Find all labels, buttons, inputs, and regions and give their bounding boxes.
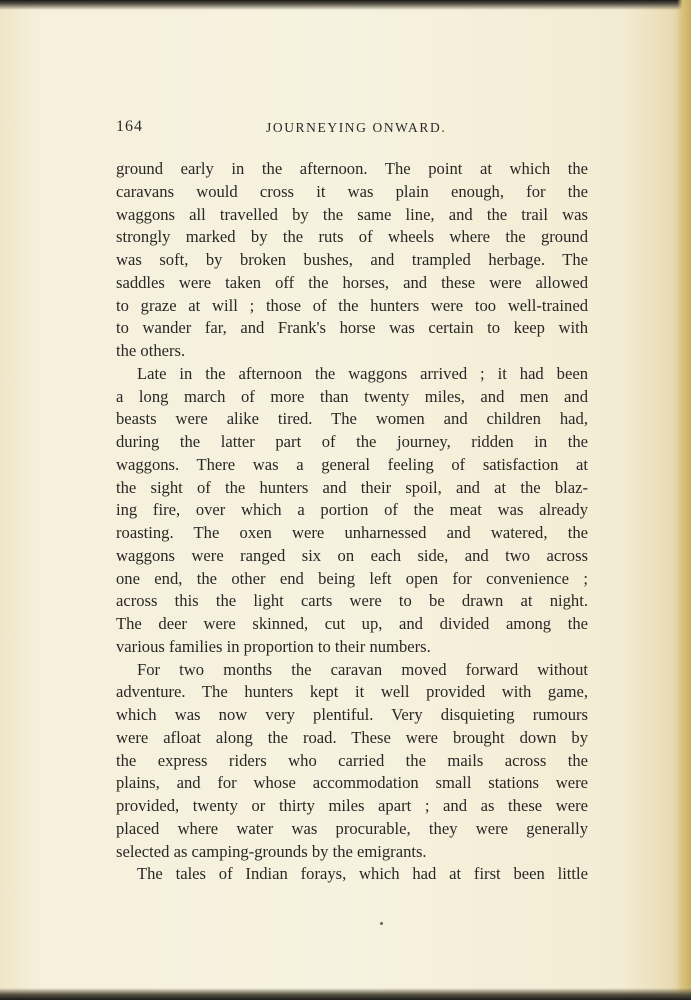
text-line: waggons were ranged six on each side, and two across <box>116 545 588 565</box>
text-line: across this the light carts were to be drawn at night. <box>116 591 588 611</box>
text-line: plains, and for whose accommodation small stations were <box>116 773 588 793</box>
text-line: The tales of Indian forays, which had at first been little <box>137 864 588 884</box>
text-line: one end, the other end being left open for convenience ; <box>116 568 588 588</box>
text-line: during the latter part of the journey, ridden in the <box>116 432 588 451</box>
text-line: a long march of more than twenty miles, and men and <box>116 386 588 406</box>
body-text <box>116 158 588 886</box>
page-number: 164 <box>116 118 143 135</box>
text-line: the express riders who carried the mails across the <box>116 750 588 770</box>
text-line: which was now very plentiful. Very disquieting rumours <box>116 705 588 724</box>
text-line: various families in proportion to their numbers. <box>116 636 431 656</box>
text-line: the sight of the hunters and their spoil, and at the blaz- <box>116 477 588 497</box>
page-edge <box>677 0 691 1000</box>
text-line: ing fire, over which a portion of the meat was already <box>116 500 588 520</box>
text-line: For two months the caravan moved forward without <box>137 659 588 679</box>
text-line: Late in the afternoon the waggons arrived ; it had been <box>137 363 588 383</box>
text-line: waggons. There was a general feeling of satisfaction at <box>116 454 588 474</box>
text-line: the others. <box>116 341 186 360</box>
text-line: saddles were taken off the horses, and these were allowed <box>116 272 588 292</box>
text-line: beasts were alike tired. The women and children had, <box>116 409 588 429</box>
text-line: selected as camping-grounds by the emigrants. <box>116 841 427 861</box>
text-line: waggons all travelled by the same line, and the trail was <box>116 204 588 224</box>
text-line: strongly marked by the ruts of wheels where the ground <box>116 227 588 247</box>
ink-speck <box>380 922 383 925</box>
text-line: The deer were skinned, cut up, and divided among the <box>116 614 588 633</box>
text-line: ground early in the afternoon. The point at which the <box>116 159 588 178</box>
text-line: to wander far, and Frank's horse was certain to keep with <box>116 318 588 338</box>
top-scan-shadow <box>0 0 691 10</box>
text-line: adventure. The hunters kept it well provided with game, <box>116 682 588 702</box>
running-head: JOURNEYING ONWARD. <box>266 120 447 135</box>
text-line: to graze at will ; those of the hunters were too well-trained <box>116 295 588 315</box>
text-line: was soft, by broken bushes, and trampled herbage. The <box>116 250 588 269</box>
page-header <box>116 118 588 140</box>
text-line: caravans would cross it was plain enough, for the <box>116 181 588 201</box>
text-line: placed where water was procurable, they were generally <box>116 818 588 838</box>
bottom-scan-shadow <box>0 988 691 1000</box>
text-line: provided, twenty or thirty miles apart ; and as these were <box>116 796 588 815</box>
text-line: were afloat along the road. These were brought down by <box>116 727 588 747</box>
text-line: roasting. The oxen were unharnessed and watered, the <box>116 523 588 542</box>
